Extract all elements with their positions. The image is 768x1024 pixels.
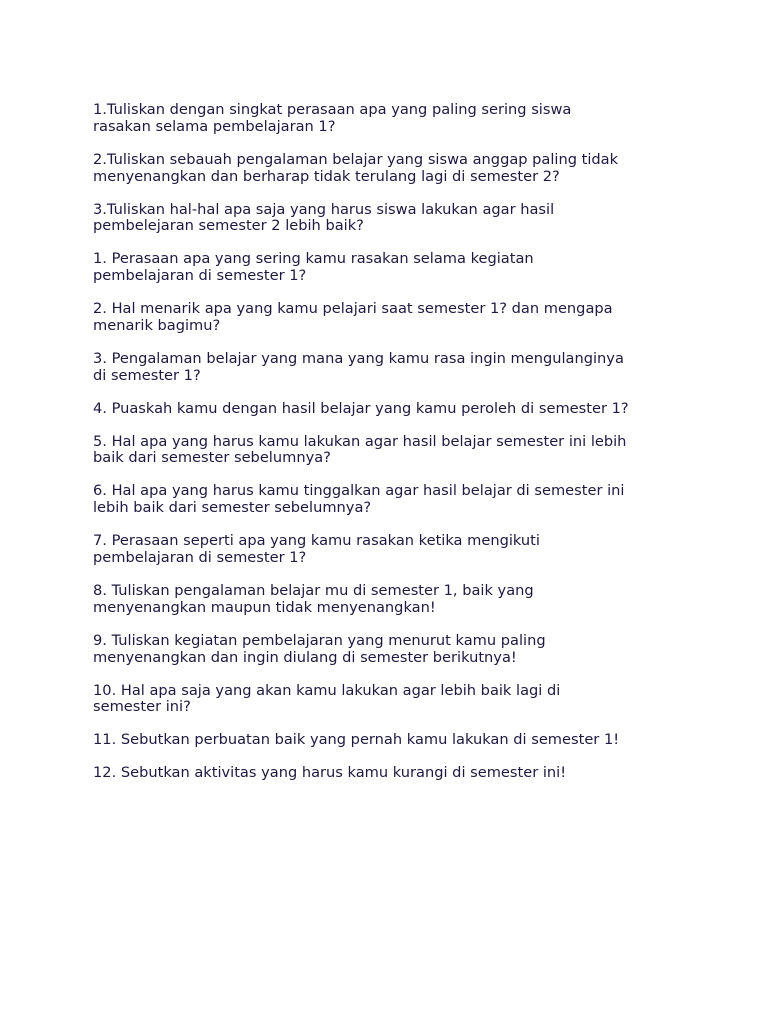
question-text-line: 3.Tuliskan hal-hal apa saja yang harus siswa lakukan agar hasil — [93, 200, 555, 218]
question-text-line: pembelajaran di semester 1? — [93, 267, 307, 285]
question-item — [93, 434, 693, 468]
question-text-line: menyenangkan dan berharap tidak terulang lagi di semester 2? — [93, 167, 560, 185]
question-list — [93, 102, 693, 798]
question-item — [93, 583, 693, 617]
question-item — [93, 152, 693, 186]
question-item — [93, 533, 693, 567]
question-text-line: 2.Tuliskan sebauah pengalaman belajar yang siswa anggap paling tidak — [93, 150, 619, 168]
question-item — [93, 351, 693, 385]
question-item — [93, 483, 693, 517]
question-item — [93, 301, 693, 335]
question-text-line: di semester 1? — [93, 366, 201, 384]
question-text-line: baik dari semester sebelumnya? — [93, 449, 331, 467]
question-text-line: 6. Hal apa yang harus kamu tinggalkan agar hasil belajar di semester ini — [93, 482, 625, 500]
question-item — [93, 683, 693, 717]
question-item — [93, 102, 693, 136]
question-text-line: 3. Pengalaman belajar yang mana yang kamu rasa ingin mengulanginya — [93, 349, 624, 367]
question-text-line: 1.Tuliskan dengan singkat perasaan apa yang paling sering siswa — [93, 101, 572, 118]
question-text-line: pembelajaran di semester 1? — [93, 549, 307, 567]
question-text-line: semester ini? — [93, 698, 191, 716]
question-text-line: 5. Hal apa yang harus kamu lakukan agar hasil belajar semester ini lebih — [93, 432, 627, 450]
question-text-line: menyenangkan dan ingin diulang di semester berikutnya! — [93, 648, 517, 666]
question-text-line: rasakan selama pembelajaran 1? — [93, 117, 336, 135]
question-text-line: 2. Hal menarik apa yang kamu pelajari saat semester 1? dan mengapa — [93, 300, 613, 318]
question-text-line: 8. Tuliskan pengalaman belajar mu di semester 1, baik yang — [93, 582, 534, 600]
question-item — [93, 202, 693, 236]
question-text-line: lebih baik dari semester sebelumnya? — [93, 499, 372, 517]
question-text-line: pembelejaran semester 2 lebih baik? — [93, 217, 364, 235]
question-text-line: menarik bagimu? — [93, 316, 221, 334]
question-text-line: menyenangkan maupun tidak menyenangkan! — [93, 598, 436, 616]
question-item — [93, 732, 693, 749]
question-text-line: 7. Perasaan seperti apa yang kamu rasakan ketika mengikuti — [93, 532, 540, 550]
question-text-line: 1. Perasaan apa yang sering kamu rasakan selama kegiatan — [93, 250, 534, 268]
question-text-line: 12. Sebutkan aktivitas yang harus kamu kurangi di semester ini! — [93, 764, 567, 782]
question-text-line: 9. Tuliskan kegiatan pembelajaran yang menurut kamu paling — [93, 631, 546, 649]
question-text-line: 11. Sebutkan perbuatan baik yang pernah kamu lakukan di semester 1! — [93, 731, 620, 749]
question-item — [93, 401, 693, 418]
question-item — [93, 251, 693, 285]
question-text-line: 4. Puaskah kamu dengan hasil belajar yang kamu peroleh di semester 1? — [93, 399, 629, 417]
question-text-line: 10. Hal apa saja yang akan kamu lakukan agar lebih baik lagi di — [93, 681, 561, 699]
question-item — [93, 765, 693, 782]
question-item — [93, 633, 693, 667]
